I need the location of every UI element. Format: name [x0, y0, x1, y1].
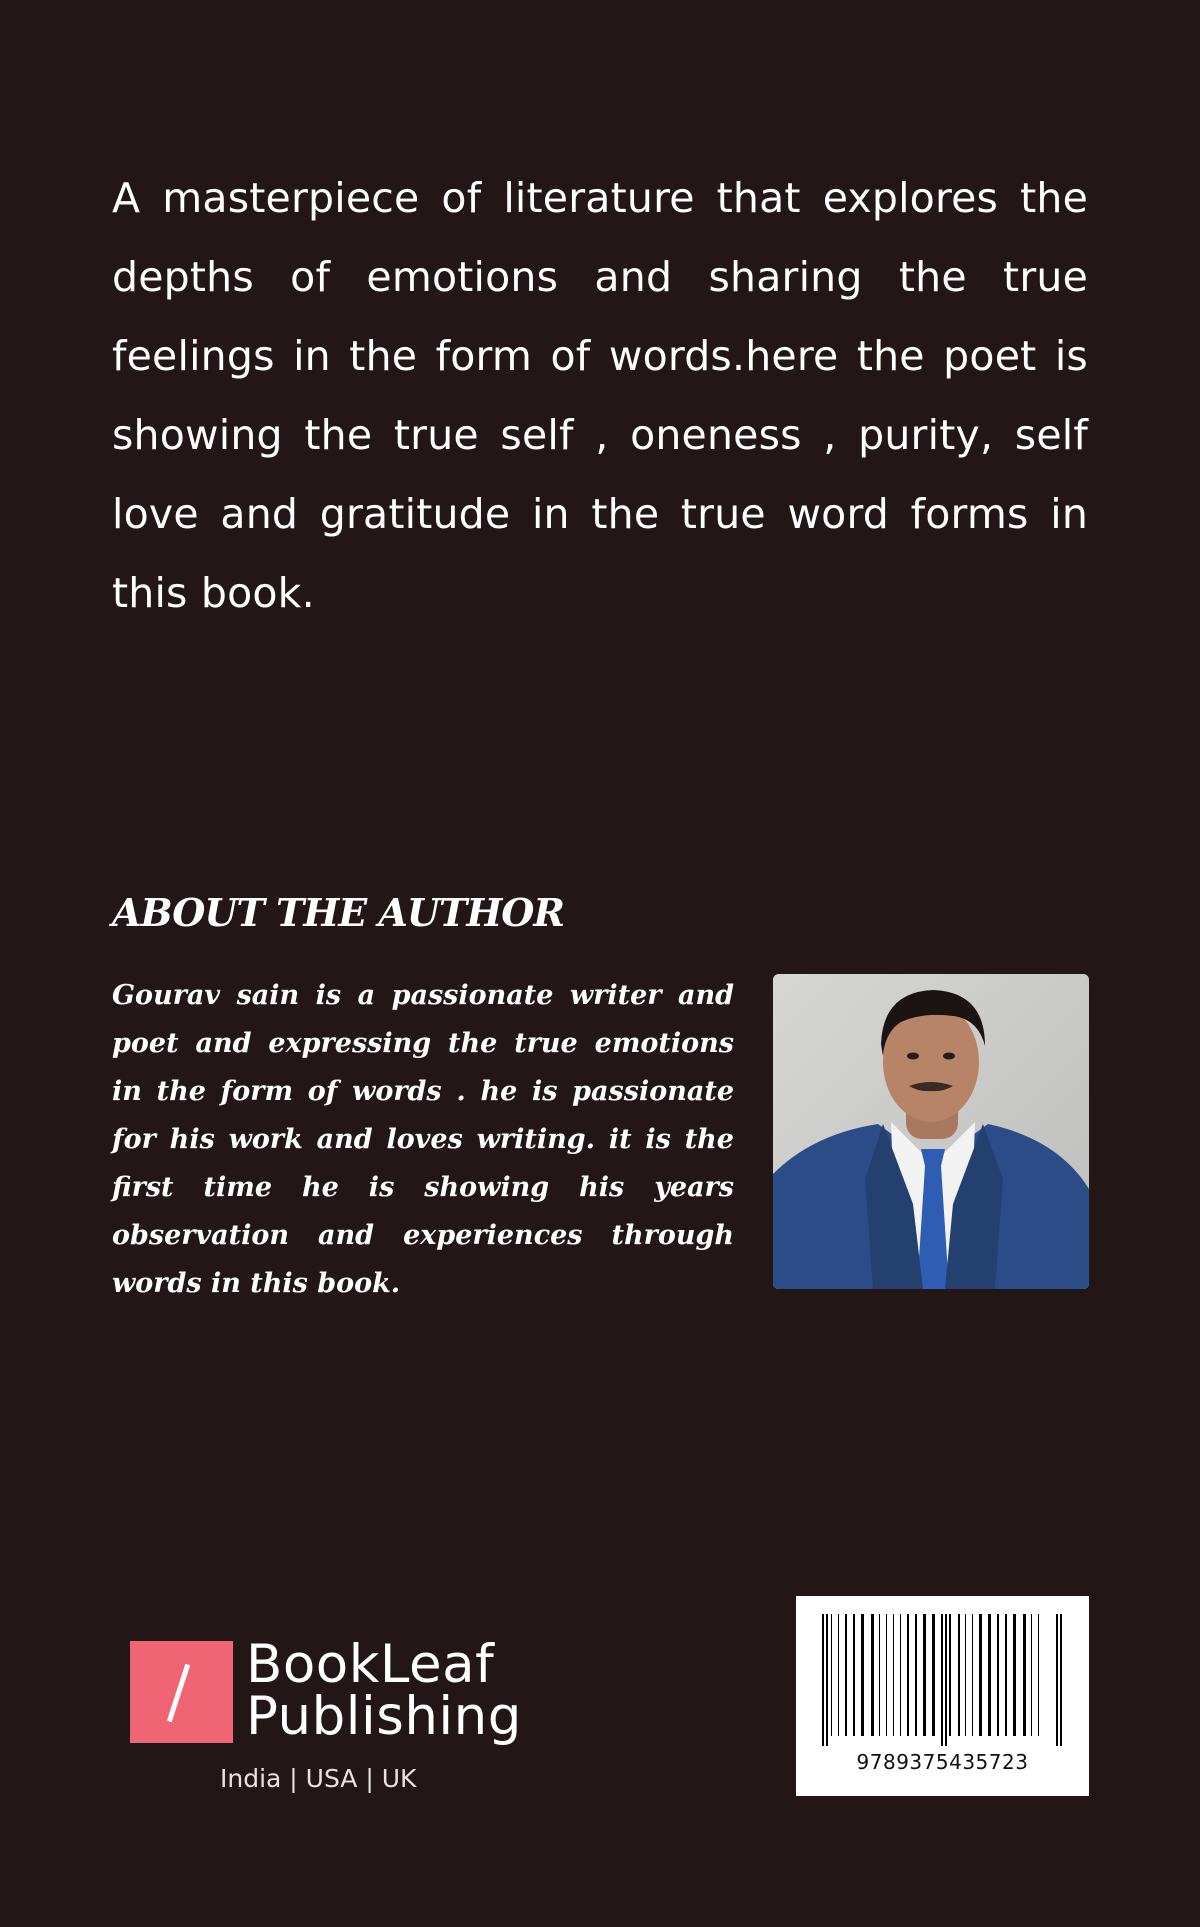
publisher-regions: India | USA | UK	[220, 1764, 417, 1793]
author-bio: Gourav sain is a passionate writer and poet and expressing the true emotions in the form of words . he is passionate for his work and loves writing. it is the first time he is showing his years observation and experiences through words in this book.	[112, 980, 734, 1299]
back-cover-blurb: A masterpiece of literature that explores the depths of emotions and sharing the true feelings in the form of words.here the poet is showing the true self , oneness , purity, self love and gratitude in the true word forms in this book.	[112, 174, 1088, 617]
about-the-author-heading: ABOUT THE AUTHOR	[112, 890, 564, 935]
isbn-number: 9789375435723	[856, 1750, 1029, 1774]
bookleaf-logo-mark	[130, 1641, 233, 1743]
publisher-name-line1: BookLeaf	[246, 1634, 495, 1695]
barcode-bars	[820, 1614, 1065, 1746]
author-portrait-image	[773, 974, 1089, 1289]
publisher-name-line2: Publishing	[246, 1686, 522, 1747]
author-photo	[773, 974, 1089, 1289]
isbn-barcode	[796, 1596, 1089, 1796]
bookleaf-publishing-logo	[130, 1634, 530, 1800]
